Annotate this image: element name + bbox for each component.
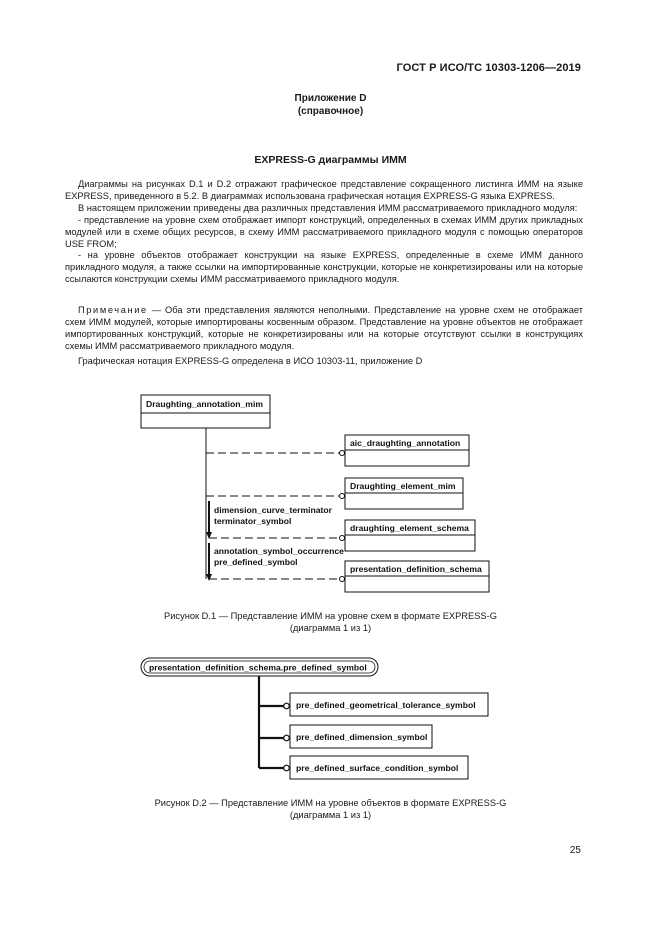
caption-line: (диаграмма 1 из 1): [289, 623, 372, 633]
import-name: Draughting_element_mim: [350, 481, 456, 491]
note-label: Примечание: [78, 305, 148, 315]
page-number: 25: [569, 845, 581, 856]
annex-title: Приложение D: [294, 93, 367, 104]
ref-label: pre_defined_symbol: [214, 557, 298, 567]
figure-d2-caption: [0, 797, 661, 821]
figure-d1-caption: [0, 610, 661, 634]
subtype-name: pre_defined_geometrical_tolerance_symbol: [296, 700, 476, 710]
import-name: aic_draughting_annotation: [350, 438, 461, 448]
paragraph-2: В настоящем приложении приведены два различных представления ИММ рассматриваемого прикладного модуля:: [78, 202, 578, 213]
ref-label: annotation_symbol_occurrence: [214, 546, 344, 556]
caption-line: (диаграмма 1 из 1): [289, 810, 372, 820]
referenced-entity-name: presentation_definition_schema.pre_defined_symbol: [149, 662, 367, 673]
section-title: EXPRESS-G диаграммы ИММ: [254, 154, 407, 166]
import-marker: [340, 536, 345, 541]
import-name: draughting_element_schema: [350, 523, 469, 533]
schema-name: Draughting_annotation_mim: [146, 399, 263, 409]
paragraph-1: Диаграммы на рисунках D.1 и D.2 отражают графическое представление сокращенного листинга ИММ на языке EXPRESS, приведенного в 5.2. В диаграммах использована графическая нотация EXPRESS-G языка EXPRESS.: [65, 179, 583, 201]
paragraph-4: - на уровне объектов отображает конструкции на языке EXPRESS, определенные в схеме ИММ данного прикладного модуля, а также ссылки на импортированные конструкции, которые не конкретизированы или на которые ссылаются конструкции схемы ИММ рассматриваемого прикладного модуля.: [65, 250, 583, 285]
annex-subtitle: (справочное): [297, 106, 364, 117]
ref-label: dimension_curve_terminator: [214, 505, 332, 515]
import-marker: [340, 451, 345, 456]
document-header: ГОСТ Р ИСО/ТС 10303-1206—2019: [396, 62, 581, 74]
ref-label: terminator_symbol: [214, 516, 292, 526]
paragraph-5: Графическая нотация EXPRESS-G определена в ИСО 10303-11, приложение D: [78, 356, 423, 366]
subtype-name: pre_defined_dimension_symbol: [296, 732, 428, 742]
paragraph-3: - представление на уровне схем отображает импорт конструкций, определенных в схемах ИММ других прикладных модулей или в схеме общих ресурсов, в схему ИММ рассматриваемого прикладного модуля с помощью операторов USE FROM;: [65, 214, 583, 249]
import-marker: [340, 577, 345, 582]
subtype-name: pre_defined_surface_condition_symbol: [296, 763, 459, 773]
import-name: presentation_definition_schema: [350, 564, 482, 574]
note-text: — Оба эти представления являются неполными. Представление на уровне схем не отображает схем ИММ модулей, которые импортированы косвенным образом. Представление на уровне объектов не отображает импортированных конструкций, которые не конкретизированы или на которые отсутствуют ссылки в конструкциях схемы ИММ рассматриваемого прикладного модуля.: [65, 305, 583, 351]
caption-line: Рисунок D.1 — Представление ИММ на уровне схем в формате EXPRESS-G: [164, 611, 497, 621]
caption-line: Рисунок D.2 — Представление ИММ на уровне объектов в формате EXPRESS-G: [154, 798, 507, 808]
import-marker: [340, 494, 345, 499]
